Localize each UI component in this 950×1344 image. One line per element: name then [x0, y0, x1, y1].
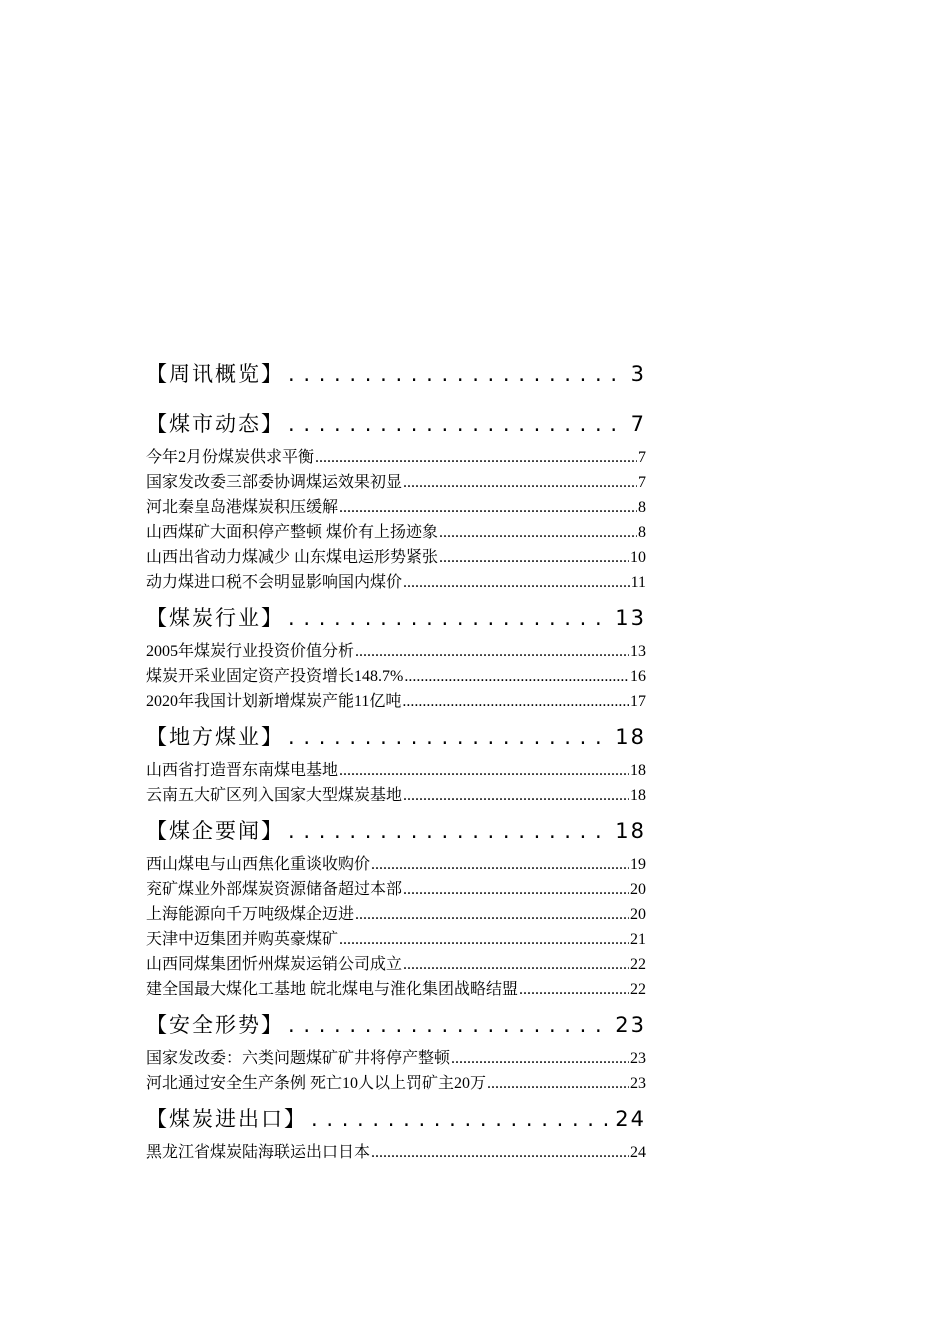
toc-entry[interactable] [146, 469, 646, 494]
section-title: 【煤炭行业】 [146, 606, 284, 630]
entry-page-number: 10 [630, 549, 646, 566]
table-of-contents [146, 358, 646, 1164]
entry-title: 山西同煤集团忻州煤炭运销公司成立 [146, 956, 403, 973]
dot-leader [403, 881, 629, 899]
toc-entry[interactable] [146, 901, 646, 926]
entry-title: 山西省打造晋东南煤电基地 [146, 762, 339, 779]
entry-title: 河北通过安全生产条例 死亡10人以上罚矿主20万 [146, 1075, 487, 1092]
toc-entry[interactable] [146, 544, 646, 569]
entry-title: 国家发改委：六类问题煤矿矿井将停产整顿 [146, 1050, 451, 1067]
entry-page-number: 24 [630, 1144, 646, 1161]
entry-page-number: 23 [630, 1050, 646, 1067]
entry-page-number: 8 [638, 524, 646, 541]
toc-section-heading[interactable] [146, 1009, 646, 1043]
dot-leader [403, 787, 629, 805]
dot-leader [339, 499, 637, 517]
entry-title: 2005年煤炭行业投资价值分析 [146, 643, 355, 660]
entry-title: 2020年我国计划新增煤炭产能11亿吨 [146, 693, 402, 710]
toc-section-heading[interactable] [146, 408, 646, 442]
entry-page-number: 8 [638, 499, 646, 516]
entry-title: 国家发改委三部委协调煤运效果初显 [146, 474, 403, 491]
dot-leader [402, 693, 629, 711]
toc-entry[interactable] [146, 876, 646, 901]
toc-entry[interactable] [146, 688, 646, 713]
toc-section-heading[interactable] [146, 721, 646, 755]
entry-title: 上海能源向千万吨级煤企迈进 [146, 906, 355, 923]
entry-title: 黑龙江省煤炭陆海联运出口日本 [146, 1144, 371, 1161]
entry-title: 天津中迈集团并购英豪煤矿 [146, 931, 339, 948]
dot-leader [403, 474, 637, 492]
toc-entry[interactable] [146, 976, 646, 1001]
dot-leader [519, 981, 629, 999]
section-title: 【煤炭进出口】 [146, 1107, 307, 1131]
entry-page-number: 22 [630, 981, 646, 998]
dot-leader [288, 819, 611, 843]
entry-page-number: 7 [638, 449, 646, 466]
dot-leader [404, 668, 629, 686]
entry-title: 今年2月份煤炭供求平衡 [146, 449, 315, 466]
entry-page-number: 22 [630, 956, 646, 973]
toc-entry[interactable] [146, 1045, 646, 1070]
dot-leader [371, 856, 629, 874]
dot-leader [487, 1075, 629, 1093]
entry-page-number: 20 [630, 881, 646, 898]
entry-title: 云南五大矿区列入国家大型煤炭基地 [146, 787, 403, 804]
dot-leader [288, 412, 627, 436]
dot-leader [403, 574, 630, 592]
toc-entry[interactable] [146, 851, 646, 876]
toc-entry[interactable] [146, 663, 646, 688]
dot-leader [288, 606, 611, 630]
entry-title: 山西煤矿大面积停产整顿 煤价有上扬迹象 [146, 524, 439, 541]
entry-page-number: 11 [630, 574, 646, 591]
entry-title: 兖矿煤业外部煤炭资源储备超过本部 [146, 881, 403, 898]
entry-page-number: 23 [630, 1075, 646, 1092]
section-title: 【煤企要闻】 [146, 819, 284, 843]
entry-title: 煤炭开采业固定资产投资增长148.7% [146, 668, 404, 685]
entry-page-number: 18 [630, 762, 646, 779]
entry-page-number: 7 [638, 474, 646, 491]
toc-entry[interactable] [146, 494, 646, 519]
toc-entry[interactable] [146, 951, 646, 976]
toc-entry[interactable] [146, 569, 646, 594]
toc-entry[interactable] [146, 1139, 646, 1164]
entry-page-number: 19 [630, 856, 646, 873]
dot-leader [451, 1050, 629, 1068]
entry-page-number: 13 [630, 643, 646, 660]
dot-leader [288, 725, 611, 749]
entry-page-number: 21 [630, 931, 646, 948]
dot-leader [439, 549, 629, 567]
section-page-number: 7 [630, 412, 646, 436]
toc-section-heading[interactable] [146, 358, 646, 392]
dot-leader [315, 449, 637, 467]
section-page-number: 23 [615, 1013, 646, 1037]
dot-leader [339, 931, 629, 949]
dot-leader [288, 362, 627, 386]
section-title: 【煤市动态】 [146, 412, 284, 436]
dot-leader [403, 956, 629, 974]
toc-entry[interactable] [146, 926, 646, 951]
entry-title: 西山煤电与山西焦化重谈收购价 [146, 856, 371, 873]
toc-entry[interactable] [146, 638, 646, 663]
toc-entry[interactable] [146, 1070, 646, 1095]
section-title: 【地方煤业】 [146, 725, 284, 749]
dot-leader [339, 762, 629, 780]
dot-leader [355, 643, 629, 661]
entry-title: 河北秦皇岛港煤炭积压缓解 [146, 499, 339, 516]
toc-section-heading[interactable] [146, 602, 646, 636]
dot-leader [311, 1107, 611, 1131]
section-page-number: 24 [615, 1107, 646, 1131]
entry-page-number: 17 [630, 693, 646, 710]
dot-leader [355, 906, 629, 924]
toc-entry[interactable] [146, 444, 646, 469]
section-page-number: 18 [615, 819, 646, 843]
section-title: 【周讯概览】 [146, 362, 284, 386]
entry-title: 建全国最大煤化工基地 皖北煤电与淮化集团战略结盟 [146, 981, 519, 998]
entry-page-number: 16 [630, 668, 646, 685]
toc-entry[interactable] [146, 519, 646, 544]
toc-entry[interactable] [146, 782, 646, 807]
section-page-number: 18 [615, 725, 646, 749]
section-title: 【安全形势】 [146, 1013, 284, 1037]
section-page-number: 3 [630, 362, 646, 386]
toc-entry[interactable] [146, 757, 646, 782]
dot-leader [371, 1144, 629, 1162]
toc-section-heading[interactable] [146, 815, 646, 849]
entry-page-number: 18 [630, 787, 646, 804]
entry-page-number: 20 [630, 906, 646, 923]
dot-leader [439, 524, 637, 542]
entry-title: 山西出省动力煤减少 山东煤电运形势紧张 [146, 549, 439, 566]
entry-title: 动力煤进口税不会明显影响国内煤价 [146, 574, 403, 591]
dot-leader [288, 1013, 611, 1037]
toc-section-heading[interactable] [146, 1103, 646, 1137]
section-page-number: 13 [615, 606, 646, 630]
